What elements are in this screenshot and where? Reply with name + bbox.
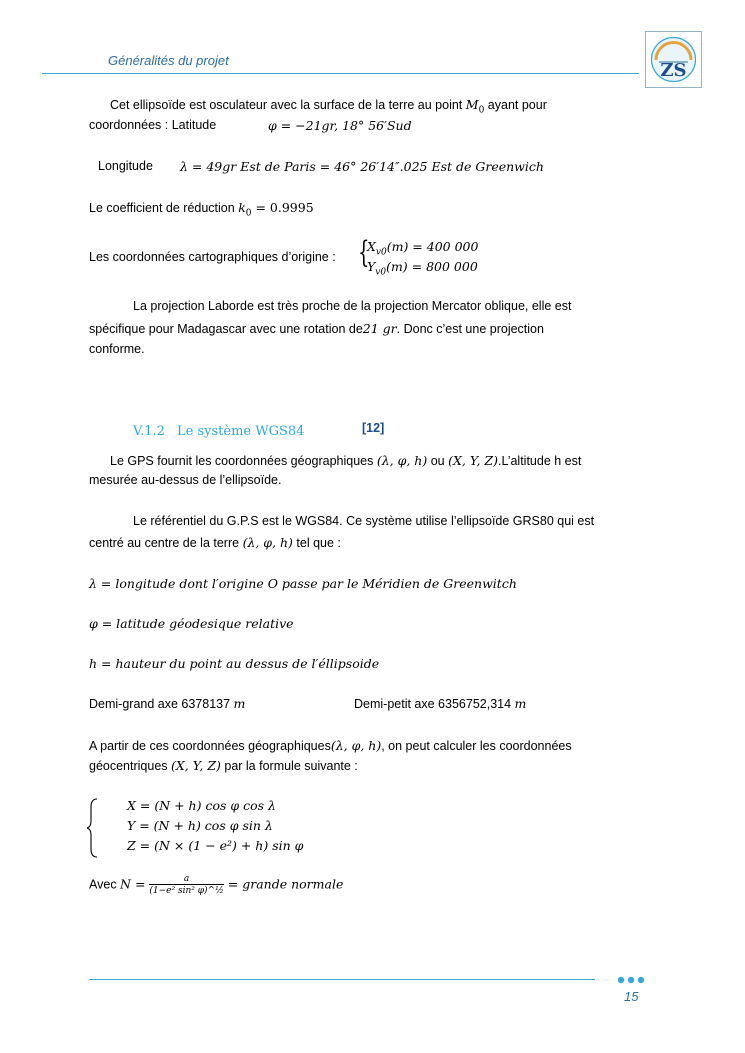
section-number: V.1.2 — [133, 424, 165, 439]
p3-text-b: ou — [427, 454, 449, 468]
origin-y — [367, 259, 478, 278]
p2-line3: conforme. — [89, 342, 145, 356]
p2-rotation: 21 gr — [362, 321, 397, 336]
origin-x-rest: (m) = 400 000 — [386, 239, 479, 254]
def-phi: φ = latitude géodesique relative — [89, 616, 294, 631]
logo-text: ZS — [660, 60, 687, 81]
p3-text-c: .L’altitude h est — [497, 454, 582, 468]
def-lambda: λ = longitude dont l′origine O passe par le Méridien de Greenwitch — [89, 576, 517, 591]
normal-formula — [89, 874, 343, 896]
origin-x-var: X — [367, 239, 376, 254]
major-axis — [89, 696, 245, 711]
normal-label: Avec — [89, 877, 121, 892]
p1-line2 — [89, 118, 216, 132]
origin-brace: { — [358, 235, 370, 270]
citation-ref[interactable]: [12] — [362, 421, 385, 435]
p5-line1 — [89, 738, 572, 753]
def-h: h = hauteur du point au dessus de l′éllipsoide — [89, 656, 380, 671]
p1-text-b: ayant pour — [484, 98, 547, 112]
p3-math-2: (X, Y, Z) — [448, 453, 498, 468]
origin-y-rest: (m) = 800 000 — [386, 259, 478, 274]
equation-y: Y = (N + h) cos φ sin λ — [127, 818, 273, 833]
p5-math: (λ, φ, h) — [330, 738, 382, 753]
header-title: Généralités du projet — [108, 53, 229, 68]
major-axis-unit: m — [233, 696, 246, 711]
p4-text-a: centré au centre de la terre — [89, 536, 243, 550]
p5-math-2: (X, Y, Z) — [171, 758, 221, 773]
point-sub: 0 — [478, 105, 485, 116]
p3-math-1: (λ, φ, h) — [376, 453, 428, 468]
reduction-value: = 0.9995 — [251, 200, 314, 215]
section-title: Le système WGS84 — [177, 424, 305, 439]
p4-line2 — [89, 535, 341, 550]
p3-text-a: Le GPS fournit les coordonnées géographiques — [110, 454, 377, 468]
normal-lhs: N = — [120, 876, 150, 892]
p2-line2 — [89, 321, 544, 336]
p5-text-c: géocentriques — [89, 759, 172, 773]
minor-axis-unit: m — [514, 696, 527, 711]
p1-coord-label: coordonnées : Latitude — [89, 118, 217, 132]
equation-brace — [86, 797, 100, 859]
p1-line1 — [110, 97, 547, 116]
normal-denominator: (1−e² sin² φ)^½ — [149, 886, 224, 896]
p1-text-a: Cet ellipsoïde est osculateur avec la surface de la terre au point — [110, 98, 466, 112]
p5-text-d: par la formule suivante : — [220, 759, 358, 773]
latitude-formula: φ = −21gr, 18° 56′Sud — [268, 118, 412, 133]
p4-line1: Le référentiel du G.P.S est le WGS84. Ce système utilise l’ellipsoïde GRS80 qui est — [133, 514, 595, 528]
origin-y-sub: v0 — [375, 267, 387, 278]
p3-line1 — [110, 453, 581, 468]
footer-dots-icon — [617, 975, 647, 985]
reduction-var: k — [238, 200, 246, 215]
equation-z: Z = (N × (1 − e²) + h) sin φ — [127, 838, 304, 853]
origin-label: Les coordonnées cartographiques d’origine : — [89, 250, 336, 264]
header-rule — [42, 73, 639, 74]
p4-text-b: tel que : — [292, 536, 341, 550]
equation-x: X = (N + h) cos φ cos λ — [127, 798, 276, 813]
p2-line1: La projection Laborde est très proche de la projection Mercator oblique, elle est — [133, 299, 572, 313]
normal-numerator: a — [149, 874, 223, 885]
p3-line2: mesurée au-dessus de l’ellipsoïde. — [89, 473, 282, 487]
origin-x-sub: v0 — [375, 247, 387, 258]
longitude-formula: λ = 49gr Est de Paris = 46° 26′14″.025 Est de Greenwich — [180, 159, 544, 174]
reduction-sub: 0 — [245, 208, 252, 219]
footer-rule — [89, 979, 595, 980]
logo — [645, 31, 702, 88]
normal-rhs: = grande normale — [223, 876, 344, 892]
p2-text-a: spécifique pour Madagascar avec une rotation de — [89, 322, 363, 336]
longitude-label: Longitude — [98, 159, 153, 173]
point-var: M — [465, 97, 479, 112]
page-number: 15 — [624, 989, 639, 1004]
p5-text-a: A partir de ces coordonnées géographiques — [89, 739, 331, 753]
p4-math: (λ, φ, h) — [242, 535, 293, 550]
p5-line2 — [89, 758, 358, 773]
normal-fraction — [149, 874, 223, 896]
major-axis-label: Demi-grand axe 6378137 — [89, 697, 234, 711]
p2-text-b: . Donc c’est une projection — [396, 322, 544, 336]
reduction-label: Le coefficient de réduction — [89, 201, 239, 215]
origin-x — [367, 239, 478, 258]
logo-emblem-icon — [646, 32, 701, 87]
p5-text-b: , on peut calculer les coordonnées — [381, 739, 572, 753]
minor-axis-label: Demi-petit axe 6356752,314 — [354, 697, 515, 711]
origin-y-var: Y — [367, 259, 376, 274]
reduction-line — [89, 200, 314, 219]
minor-axis — [354, 696, 526, 711]
